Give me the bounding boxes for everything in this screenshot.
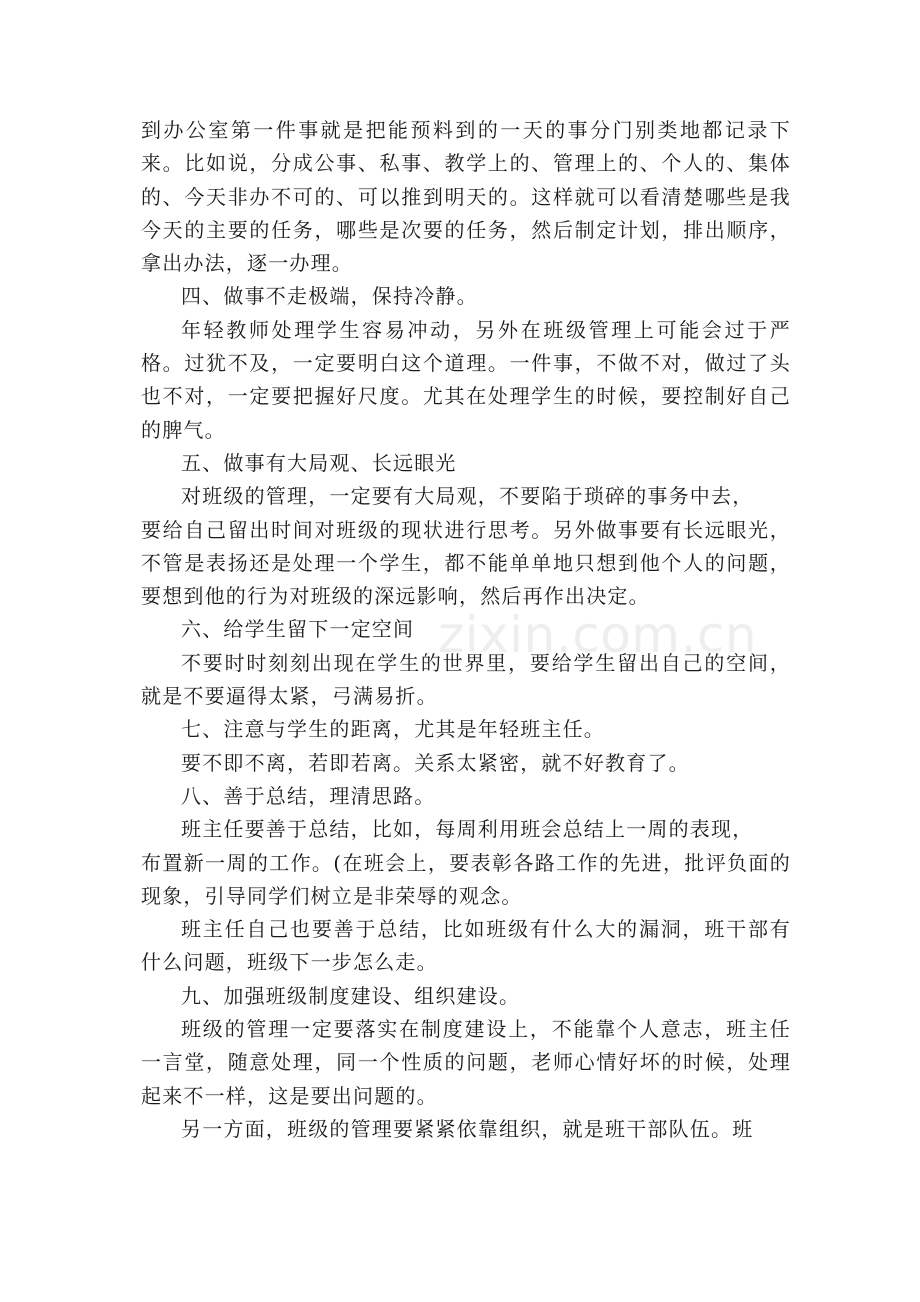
paragraph: 年轻教师处理学生容易冲动，另外在班级管理上可能会过于严格。过犹不及，一定要明白这个道理。一件事，不做不对，做过了头也不对，一定要把握好尺度。尤其在处理学生的时候，要控制好自己的脾气。 bbox=[141, 317, 791, 442]
heading-six: 六、给学生留下一定空间 bbox=[181, 617, 415, 642]
heading-seven: 七、注意与学生的距离，尤其是年轻班主任。 bbox=[181, 717, 605, 742]
heading-nine: 九、加强班级制度建设、组织建设。 bbox=[181, 983, 521, 1008]
document-body bbox=[141, 114, 791, 1146]
watermark: zixin.com.cn bbox=[438, 606, 758, 664]
paragraph: 布置新一周的工作。(在班会上，要表彰各路工作的先进，批评负面的现象，引导同学们树立是非荣辱的观念。 bbox=[141, 850, 791, 908]
paragraph-continuation: 到办公室第一件事就是把能预料到的一天的事分门别类地都记录下来。比如说，分成公事、私事、教学上的、管理上的、个人的、集体的、今天非办不可的、可以推到明天的。这样就可以看清楚哪些是我今天的主要的任务，哪些是次要的任务，然后制定计划，排出顺序，拿出办法，逐一办理。 bbox=[141, 118, 791, 276]
paragraph: 班主任要善于总结，比如，每周利用班会总结上一周的表现， bbox=[181, 817, 754, 842]
heading-eight: 八、善于总结，理清思路。 bbox=[181, 783, 436, 808]
paragraph-truncated: 另一方面，班级的管理要紧紧依靠组织，就是班干部队伍。班 bbox=[181, 1116, 754, 1141]
paragraph: 对班级的管理，一定要有大局观，不要陷于琐碎的事务中去， bbox=[181, 484, 754, 509]
paragraph: 不要时时刻刻出现在学生的世界里，要给学生留出自己的空间，就是不要逼得太紧，弓满易折。 bbox=[141, 650, 791, 709]
heading-five: 五、做事有大局观、长远眼光 bbox=[181, 450, 457, 475]
paragraph: 班主任自己也要善于总结，比如班级有什么大的漏洞，班干部有什么问题，班级下一步怎么走。 bbox=[141, 917, 791, 975]
paragraph: 要不即不离，若即若离。关系太紧密，就不好教育了。 bbox=[181, 750, 690, 775]
heading-four: 四、做事不走极端，保持冷静。 bbox=[181, 284, 478, 309]
paragraph: 班级的管理一定要落实在制度建设上，不能靠个人意志，班主任一言堂，随意处理，同一个性质的问题，老师心情好坏的时候，处理起来不一样，这是要出问题的。 bbox=[141, 1017, 791, 1108]
paragraph: 要给自己留出时间对班级的现状进行思考。另外做事要有长远眼光，不管是表扬还是处理一个学生，都不能单单地只想到他个人的问题，要想到他的行为对班级的深远影响，然后再作出决定。 bbox=[141, 517, 791, 609]
